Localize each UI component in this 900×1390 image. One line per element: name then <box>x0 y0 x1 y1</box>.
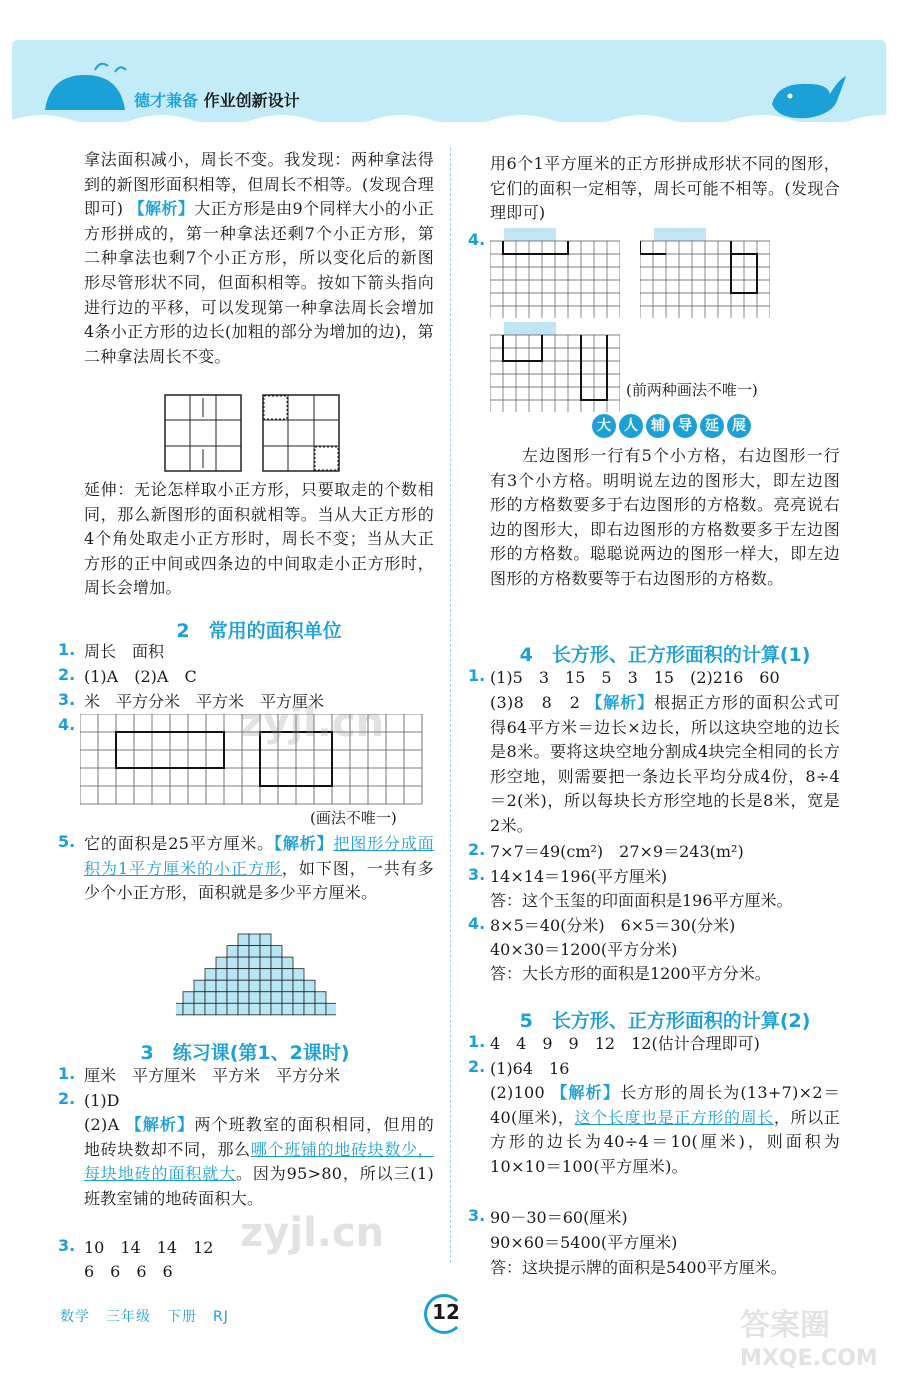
stair-cell <box>249 1003 260 1015</box>
stair-cell <box>227 969 238 981</box>
stair-cell <box>282 992 293 1004</box>
stair-cell <box>260 980 271 992</box>
stair-cell <box>293 992 304 1004</box>
stair-cell <box>326 1003 336 1015</box>
square-diagram-1 <box>164 394 242 472</box>
s3-q3-row1: 10 14 14 12 <box>84 1238 214 1257</box>
s4-q4c-answer: 答：大长方形的面积是1200平方分米。 <box>490 964 771 983</box>
page-number: 12 <box>426 1296 466 1328</box>
stair-cell <box>271 1003 282 1015</box>
stair-cell <box>205 969 216 981</box>
stair-cell <box>205 992 216 1004</box>
stair-cell <box>315 992 326 1004</box>
footer-edition: RJ <box>213 1309 229 1325</box>
stair-cell <box>282 1003 293 1015</box>
stair-cell <box>249 934 260 946</box>
q5-label: 5. <box>58 832 76 851</box>
square-diagram-2 <box>262 394 340 472</box>
stair-cell <box>260 969 271 981</box>
watermark-3: 答案圈 <box>740 1308 830 1343</box>
stair-cell <box>249 992 260 1004</box>
s3-q2-label: 2. <box>58 1089 76 1108</box>
q1-label: 1. <box>58 640 76 659</box>
extension-paragraph: 延伸：无论怎样取小正方形，只要取走的个数相同，那么新图形的面积就相等。当从大正方形的4个角处取走小正方形时，周长不变；当从大正方形的正中间或四条边的中间取走小正方形时，周长会增加。 <box>84 480 434 598</box>
stair-cell <box>249 957 260 969</box>
stair-cell <box>194 992 205 1004</box>
stair-cell <box>260 934 271 946</box>
header-title <box>134 88 300 111</box>
stair-cell <box>238 969 249 981</box>
stair-cell <box>249 980 260 992</box>
guide-badge: 大 人 辅 导 延 展 <box>592 414 754 438</box>
stair-cell <box>260 957 271 969</box>
stair-cell <box>227 992 238 1004</box>
q2-label: 2. <box>58 665 76 684</box>
stair-cell <box>315 1003 326 1015</box>
series-text: 作业创新设计 <box>203 91 300 110</box>
s5-q2a-answer: (1)64 16 <box>490 1059 570 1078</box>
watermark-2: zyjl.cn <box>240 1210 385 1256</box>
footer <box>60 1306 245 1326</box>
stair-cell <box>216 992 227 1004</box>
stair-cell <box>194 1003 205 1015</box>
stair-cell <box>293 969 304 981</box>
s5-q3a-answer: 90－30＝60(厘米) <box>490 1208 628 1227</box>
watermark-1: zyjl.cn <box>240 700 385 746</box>
stair-cell <box>271 946 282 958</box>
right-grid-1 <box>490 228 620 318</box>
right-grid-2 <box>640 228 770 318</box>
stair-cell <box>271 980 282 992</box>
stair-cell <box>249 946 260 958</box>
section-4-title: 4 长方形、正方形面积的计算(1) <box>519 644 811 666</box>
whale-right-icon <box>768 74 848 124</box>
stair-cell <box>293 980 304 992</box>
stair-cell <box>176 1003 183 1015</box>
s2-q4-note: (画法不唯一) <box>310 809 397 827</box>
stair-cell <box>282 980 293 992</box>
watermark-4: MXQE.COM <box>740 1346 878 1371</box>
q4-label: 4. <box>58 715 76 734</box>
s2-q3-answer: 米 平方分米 平方米 平方厘米 <box>84 692 325 711</box>
stair-cell <box>238 992 249 1004</box>
stair-cell <box>227 980 238 992</box>
stair-cell <box>227 1003 238 1015</box>
s4-q4-label: 4. <box>468 914 486 933</box>
staircase-figure <box>176 930 336 1018</box>
brand-text: 德才兼备 <box>134 91 199 110</box>
stair-cell <box>238 1003 249 1015</box>
stair-cell <box>238 980 249 992</box>
right-q4-note: (前两种画法不唯一) <box>626 381 758 399</box>
s4-q3-label: 3. <box>468 865 486 884</box>
stair-cell <box>271 992 282 1004</box>
s4-q1-label: 1. <box>468 666 486 685</box>
s4-q3b-answer: 答：这个玉玺的印面面积是196平方厘米。 <box>490 891 793 910</box>
section-3-title: 3 练习课(第1、2课时) <box>140 1042 350 1064</box>
s4-q3a-answer: 14×14＝196(平方厘米) <box>490 867 668 886</box>
s5-q1-answer: 4 4 9 9 12 12(估计合理即可) <box>490 1034 760 1053</box>
stair-cell <box>238 957 249 969</box>
right-q4-label: 4. <box>468 230 486 249</box>
s4-q2-label: 2. <box>468 840 486 859</box>
s3-q2a-answer: (1)D <box>84 1091 120 1110</box>
stair-cell <box>216 957 227 969</box>
stair-cell <box>183 1003 194 1015</box>
stair-cell <box>304 1003 315 1015</box>
s3-q1-label: 1. <box>58 1064 76 1083</box>
s4-q1b-answer: (3)8 8 2 【解析】根据正方形的面积公式可得64平方米＝边长×边长，所以这块空地的边长是8米。要将这块空地分割成4块完全相同的长方形空地，则需要把一条边长平均分成4份，8÷4＝2(米)，所以每块长方形空地的长是8米，宽是2米。 <box>490 693 840 835</box>
stair-cell <box>260 992 271 1004</box>
s4-q2-answer: 7×7＝49(cm²) 27×9＝243(m²) <box>490 842 744 861</box>
wave-decoration <box>12 110 886 122</box>
s5-q3c-answer: 答：这块提示牌的面积是5400平方厘米。 <box>490 1258 787 1277</box>
stair-cell <box>216 980 227 992</box>
s5-q1-label: 1. <box>468 1032 486 1051</box>
stair-cell <box>238 946 249 958</box>
stair-cell <box>227 957 238 969</box>
whale-icon <box>40 60 130 120</box>
stair-cell <box>205 1003 216 1015</box>
stair-cell <box>216 1003 227 1015</box>
footer-grade: 三年级 <box>106 1309 151 1325</box>
footer-subject: 数学 <box>60 1309 90 1325</box>
intro-paragraph: 拿法面积减小，周长不变。我发现：两种拿法得到的新图形面积相等，但周长不相等。(发现合理即可) 【解析】大正方形是由9个同样大小的小正方形拼成的，第一种拿法还剩7个小正方形，第二种拿法也剩7个小正方形，所以变化后的新图形尽管形状不同，但面积相等。按如下箭头指向进行边的平移，可以发现第一种拿法周长会增加4条小正方形的边长(加粗的部分为增加的边)，第二种拿法周长不变。 <box>84 150 435 366</box>
s5-q3-label: 3. <box>468 1206 486 1225</box>
right-top-paragraph: 用6个1平方厘米的正方形拼成形状不同的图形，它们的面积一定相等，周长可能不相等。(发现合理即可) <box>490 154 840 223</box>
stair-cell <box>293 1003 304 1015</box>
stair-cell <box>282 957 293 969</box>
stair-cell <box>271 969 282 981</box>
stair-cell <box>194 980 205 992</box>
stair-cell <box>260 1003 271 1015</box>
stair-cell <box>183 992 194 1004</box>
stair-cell <box>216 969 227 981</box>
s3-q2b-answer: (2)A 【解析】两个班教室的面积相同，但用的地砖块数却不同，那么哪个班铺的地砖块数少，每块地砖的面积就大。因为95>80，所以三(1)班教室铺的地砖面积大。 <box>84 1115 435 1208</box>
s2-q5-answer: 它的面积是25平方厘米。【解析】把图形分成面积为1平方厘米的小正方形，如下图，一共有多少个小正方形，面积就是多少平方厘米。 <box>84 834 434 903</box>
s2-q2-answer: (1)A (2)A C <box>84 667 197 686</box>
section-5-title: 5 长方形、正方形面积的计算(2) <box>519 1010 811 1032</box>
stair-cell <box>238 934 249 946</box>
stair-cell <box>260 946 271 958</box>
section-2-title: 2 常用的面积单位 <box>176 620 342 642</box>
stair-cell <box>304 980 315 992</box>
q3-label: 3. <box>58 690 76 709</box>
s3-q1-answer: 厘米 平方厘米 平方米 平方分米 <box>84 1066 341 1085</box>
stair-cell <box>304 992 315 1004</box>
s2-q1-answer: 周长 面积 <box>84 642 165 661</box>
s3-q3-row2: 6 6 6 6 <box>84 1262 173 1281</box>
s5-q3b-answer: 90×60＝5400(平方厘米) <box>490 1233 678 1252</box>
stair-cell <box>282 969 293 981</box>
guide-paragraph: 左边图形一行有5个小方格，右边图形一行有3个小方格。明明说左边的图形大，即左边图形的方格数要多于右边图形的方格数。亮亮说右边的图形大，即右边图形的方格数要多于左边图形的方格数。聪聪说两边的图形一样大，即左边图形的方格数要等于右边图形的方格数。 <box>490 446 840 588</box>
s4-q4a-answer: 8×5＝40(分米) 6×5＝30(分米) <box>490 916 736 935</box>
stair-cell <box>227 946 238 958</box>
footer-volume: 下册 <box>167 1309 197 1325</box>
right-grid-3 <box>490 322 620 412</box>
column-divider <box>450 148 451 1263</box>
s4-q4b-answer: 40×30＝1200(平方分米) <box>490 940 678 959</box>
s5-q2-label: 2. <box>468 1057 486 1076</box>
s4-q1a-answer: (1)5 3 15 5 3 15 (2)216 60 <box>490 668 780 687</box>
s5-q2b-answer: (2)100 【解析】长方形的周长为(13+7)×2＝40(厘米)，这个长度也是正方形的周长，所以正方形的边长为40÷4＝10(厘米)，则面积为10×10＝100(平方厘米)。 <box>490 1083 840 1176</box>
left-column <box>84 148 434 369</box>
stair-cell <box>271 957 282 969</box>
stair-cell <box>249 969 260 981</box>
s3-q3-label: 3. <box>58 1236 76 1255</box>
stair-cell <box>205 980 216 992</box>
